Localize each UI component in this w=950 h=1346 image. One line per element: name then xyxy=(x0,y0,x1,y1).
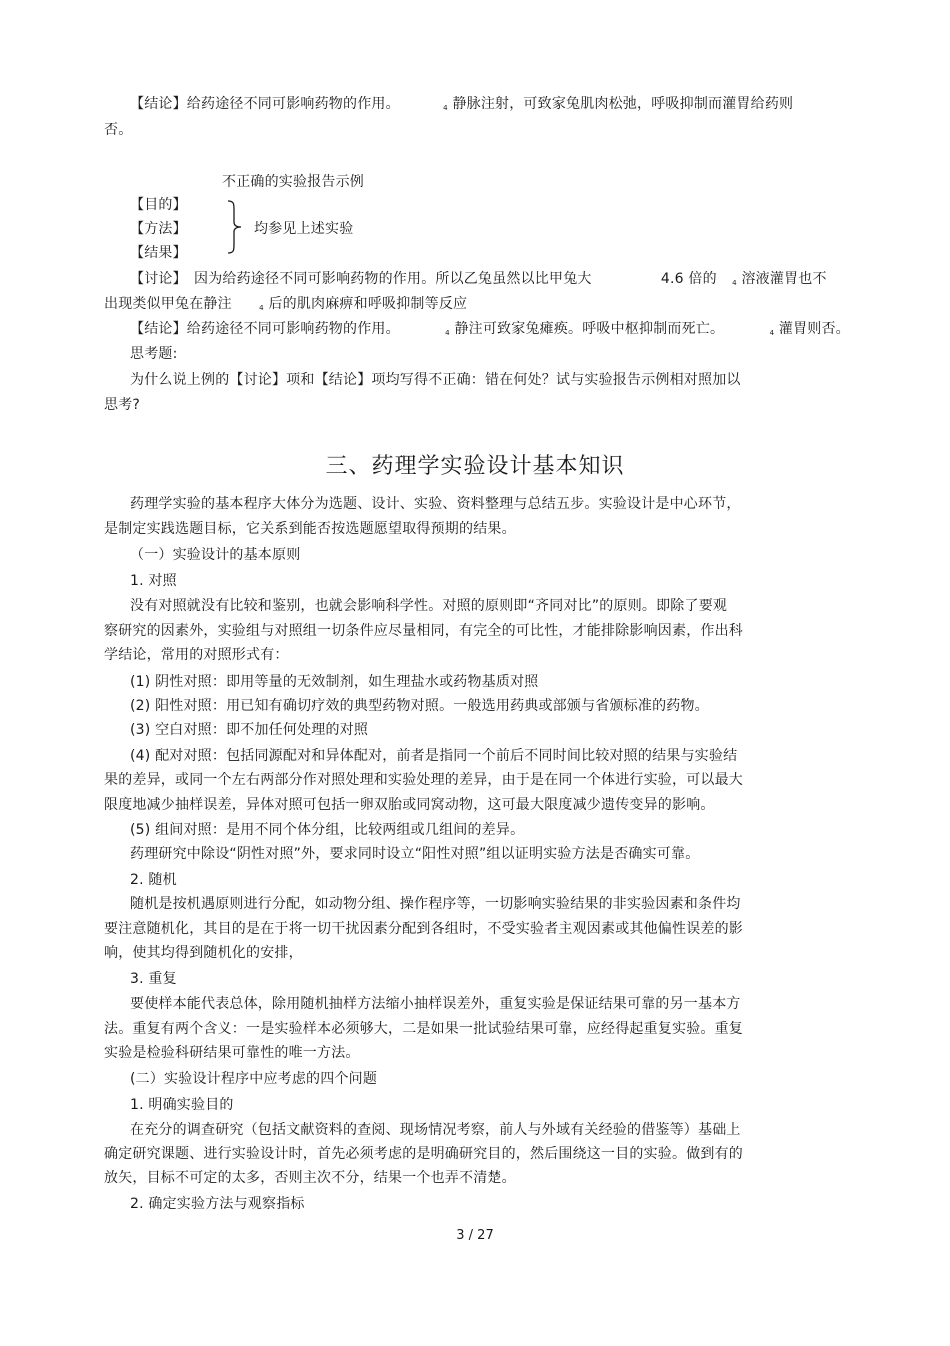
paragraph-line: 药理研究中除设“阴性对照”外，要求同时设立“阳性对照”组以证明实验方法是否确实可靠。 xyxy=(130,846,700,862)
intro-line: 药理学实验的基本程序大体分为选题、设计、实验、资料整理与总结五步。实验设计是中心环节， xyxy=(130,496,741,512)
paragraph-line: 要注意随机化，其目的是在于将一切干扰因素分配到各组时，不受实验者主观因素或其他偏性误差的影 xyxy=(104,921,743,937)
discussion-text: 后的肌肉麻痹和呼吸抑制等反应 xyxy=(268,296,468,312)
conclusion-line xyxy=(130,94,793,116)
example-heading: 不正确的实验报告示例 xyxy=(222,174,364,190)
conclusion-text: 静注可致家兔瘫痪。呼吸中枢抑制而死亡。 xyxy=(454,321,725,337)
list-item-cont: 果的差异，或同一个左右两部分作对照处理和实验处理的差异，由于是在同一个体进行实验，可以最大 xyxy=(104,772,743,788)
multiplier-text: 4.6 倍的 xyxy=(660,271,717,287)
subscript: 4 xyxy=(769,329,775,337)
list-item: (4) 配对对照：包括同源配对和异体配对，前者是指同一个前后不同时间比较对照的结果与实验结 xyxy=(130,748,738,764)
discussion-text: 【讨论】 因为给药途径不同可影响药物的作用。所以乙兔虽然以比甲兔大 xyxy=(130,271,592,287)
intro-line: 是制定实践选题目标，它关系到能否按选题愿望取得预期的结果。 xyxy=(104,521,516,537)
list-item: (2) 阳性对照：用已知有确切疗效的典型药物对照。一般选用药典或部颁与省颁标准的药物。 xyxy=(130,698,709,714)
part2-heading: (二）实验设计程序中应考虑的四个问题 xyxy=(130,1071,378,1087)
paragraph-line: 确定研究课题、进行实验设计时，首先必须考虑的是明确研究目的，然后围绕这一目的实验。做到有的 xyxy=(104,1146,743,1162)
page-number: 3 / 27 xyxy=(456,1228,494,1243)
discussion-line-2 xyxy=(104,294,467,316)
example-conclusion-line xyxy=(130,319,850,341)
heading-control: 1. 对照 xyxy=(130,573,177,589)
paragraph-line: 在充分的调查研究（包括文献资料的查阅、现场情况考察，前人与外域有关经验的借鉴等）基础上 xyxy=(130,1122,741,1138)
label-result: 【结果】 xyxy=(130,245,187,261)
list-item: (1) 阴性对照：即用等量的无效制剂，如生理盐水或药物基质对照 xyxy=(130,674,539,690)
list-item: (3) 空白对照：即不加任何处理的对照 xyxy=(130,722,369,738)
paragraph-line: 没有对照就没有比较和鉴别，也就会影响科学性。对照的原则即“齐同对比”的原则。即除了要观 xyxy=(130,598,728,614)
paragraph-line: 随机是按机遇原则进行分配，如动物分组、操作程序等，一切影响实验结果的非实验因素和条件均 xyxy=(130,896,741,912)
discussion-line xyxy=(130,269,827,291)
subscript: 4 xyxy=(445,329,450,337)
subscript: 4 xyxy=(259,304,264,312)
discussion-text: 溶液灌胃也不 xyxy=(741,271,827,287)
question-label: 思考题: xyxy=(130,346,178,362)
question-text: 为什么说上例的【讨论】项和【结论】项均写得不正确：错在何处？试与实验报告示例相对照加以 xyxy=(130,372,741,388)
conclusion-text: 灌胃则否。 xyxy=(778,321,850,337)
paragraph-line: 放矢，目标不可定的太多，否则主次不分，结果一个也弄不清楚。 xyxy=(104,1170,516,1186)
subscript: 4 xyxy=(732,279,737,287)
conclusion-text: 【结论】给药途径不同可影响药物的作用。 xyxy=(130,96,400,112)
heading-random: 2. 随机 xyxy=(130,872,177,888)
heading-repeat: 3. 重复 xyxy=(130,971,177,987)
subscript: 4 xyxy=(443,104,448,112)
conclusion-line-end: 否。 xyxy=(104,122,133,138)
label-method: 【方法】 xyxy=(130,221,187,237)
part1-heading: （一）实验设计的基本原则 xyxy=(130,547,301,563)
conclusion-text: 静脉注射，可致家兔肌肉松弛，呼吸抑制而灌胃给药则 xyxy=(452,96,794,112)
paragraph-line: 法。重复有两个含义：一是实验样本必须够大，二是如果一批试验结果可靠，应经得起重复实验。重复 xyxy=(104,1021,743,1037)
heading-purpose: 1. 明确实验目的 xyxy=(130,1097,234,1113)
section-title: 三、药理学实验设计基本知识 xyxy=(325,454,625,479)
list-item: (5) 组间对照：是用不同个体分组，比较两组或几组间的差异。 xyxy=(130,822,525,838)
heading-method: 2. 确定实验方法与观察指标 xyxy=(130,1196,305,1212)
discussion-text: 出现类似甲兔在静注 xyxy=(104,296,232,312)
question-text-end: 思考? xyxy=(104,397,141,413)
paragraph-line: 实验是检验科研结果可靠性的唯一方法。 xyxy=(104,1045,360,1061)
paragraph-line: 要使样本能代表总体，除用随机抽样方法缩小抽样误差外，重复实验是保证结果可靠的另一基本方 xyxy=(130,996,741,1012)
paragraph-line: 察研究的因素外，实验组与对照组一切条件应尽量相同，有完全的可比性，才能排除影响因素，作出科 xyxy=(104,623,743,639)
brace-note: 均参见上述实验 xyxy=(254,221,354,237)
curly-brace-icon xyxy=(226,200,244,254)
paragraph-line: 响，使其均得到随机化的安排， xyxy=(104,945,303,961)
conclusion-text: 【结论】给药途径不同可影响药物的作用。 xyxy=(130,321,400,337)
label-purpose: 【目的】 xyxy=(130,197,187,213)
paragraph-line: 学结论，常用的对照形式有： xyxy=(104,647,289,663)
list-item-cont: 限度地减少抽样误差，异体对照可包括一卵双胎或同窝动物，这可最大限度减少遗传变异的影响。 xyxy=(104,797,715,813)
